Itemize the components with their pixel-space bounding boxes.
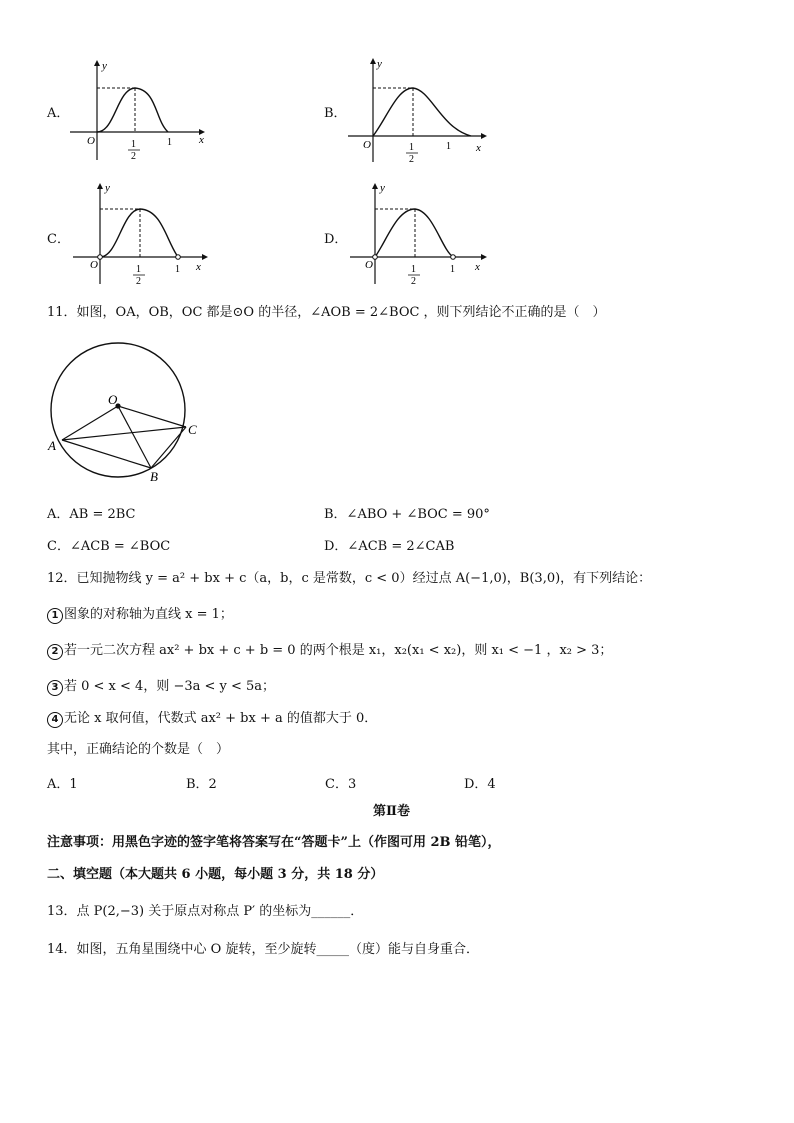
y-axis-label: y bbox=[102, 60, 107, 72]
q11-option-a: A．AB = 2BC bbox=[47, 507, 136, 522]
q13-text: 13．点 P(2,−3) 关于原点对称点 P′ 的坐标为______． bbox=[47, 904, 364, 919]
origin-label: O bbox=[90, 259, 98, 271]
part2-section-heading: 二、填空题（本大题共 6 小题，每小题 3 分，共 18 分） bbox=[47, 867, 384, 882]
q14-text: 14．如图，五角星围绕中心 O 旋转，至少旋转_____（度）能与自身重合． bbox=[47, 942, 479, 957]
option-a-letter: A． bbox=[47, 106, 70, 121]
tick-half-den: 2 bbox=[131, 151, 136, 162]
q11-option-c: C．∠ACB = ∠BOC bbox=[47, 539, 171, 554]
label-a: A bbox=[48, 438, 56, 453]
part2-title: 第Ⅱ卷 bbox=[373, 804, 410, 819]
item-text: 无论 x 取何值，代数式 ax² + bx + a 的值都大于 0． bbox=[64, 711, 378, 726]
tick-one: 1 bbox=[167, 137, 172, 148]
tick-half-num: 1 bbox=[409, 142, 414, 153]
x-axis-label: x bbox=[196, 261, 201, 273]
q11-option-d: D．∠ACB = 2∠CAB bbox=[324, 539, 455, 554]
x-axis-label: x bbox=[199, 134, 204, 146]
origin-label: O bbox=[87, 135, 95, 147]
y-axis-label: y bbox=[380, 182, 385, 194]
origin-label: O bbox=[363, 139, 371, 151]
q12-item-4 bbox=[47, 710, 377, 728]
q12-stem: 12．已知抛物线 y = a² + bx + c（a，b，c 是常数，c < 0）经过点 A(−1,0)，B(3,0)，有下列结论： bbox=[47, 571, 652, 586]
item-number: 2 bbox=[47, 644, 63, 660]
item-number: 4 bbox=[47, 712, 63, 728]
x-axis-label: x bbox=[476, 142, 481, 154]
q12-question: 其中，正确结论的个数是（ ） bbox=[47, 742, 230, 757]
tick-half-num: 1 bbox=[136, 264, 141, 275]
q12-item-3 bbox=[47, 678, 275, 696]
q12-option-a: A．1 bbox=[47, 777, 78, 792]
q11-stem: 11．如图，OA，OB，OC 都是⊙O 的半径，∠AOB = 2∠BOC ，则下列结论不正确的是（ ） bbox=[47, 305, 606, 320]
q12-item-2 bbox=[47, 642, 612, 660]
option-d-letter: D． bbox=[324, 232, 348, 247]
item-text: 图象的对称轴为直线 x = 1； bbox=[64, 607, 233, 622]
item-number: 1 bbox=[47, 608, 63, 624]
graph-option-b bbox=[343, 56, 488, 166]
part2-notice: 注意事项：用黑色字迹的签字笔将答案写在“答题卡”上（作图可用 2B 铅笔）， bbox=[47, 835, 501, 850]
q11-option-b: B．∠ABO + ∠BOC = 90° bbox=[324, 507, 490, 522]
q12-option-c: C．3 bbox=[325, 777, 357, 792]
q12-option-d: D．4 bbox=[464, 777, 496, 792]
graph-option-a bbox=[65, 60, 205, 165]
option-b-letter: B． bbox=[324, 106, 347, 121]
option-c-letter: C． bbox=[47, 232, 70, 247]
tick-half-num: 1 bbox=[411, 264, 416, 275]
graph-option-c bbox=[68, 180, 208, 290]
tick-one: 1 bbox=[450, 264, 455, 275]
item-text: 若一元二次方程 ax² + bx + c + b = 0 的两个根是 x₁，x₂(x₁ < x₂)，则 x₁ < −1 ，x₂ > 3； bbox=[64, 643, 613, 658]
tick-half-den: 2 bbox=[411, 276, 416, 287]
origin-label: O bbox=[365, 259, 373, 271]
y-axis-label: y bbox=[377, 58, 382, 70]
tick-one: 1 bbox=[175, 264, 180, 275]
tick-half-den: 2 bbox=[136, 276, 141, 287]
tick-one: 1 bbox=[446, 141, 451, 152]
item-number: 3 bbox=[47, 680, 63, 696]
label-c: C bbox=[188, 422, 197, 437]
q12-option-b: B．2 bbox=[186, 777, 217, 792]
q12-item-1 bbox=[47, 606, 233, 624]
item-text: 若 0 < x < 4，则 −3a < y < 5a； bbox=[64, 679, 276, 694]
tick-half-num: 1 bbox=[131, 139, 136, 150]
label-b: B bbox=[150, 469, 158, 484]
tick-half-den: 2 bbox=[409, 154, 414, 165]
q11-circle-figure bbox=[42, 336, 212, 486]
x-axis-label: x bbox=[475, 261, 480, 273]
graph-option-d bbox=[345, 180, 490, 290]
label-o: O bbox=[108, 392, 118, 407]
y-axis-label: y bbox=[105, 182, 110, 194]
